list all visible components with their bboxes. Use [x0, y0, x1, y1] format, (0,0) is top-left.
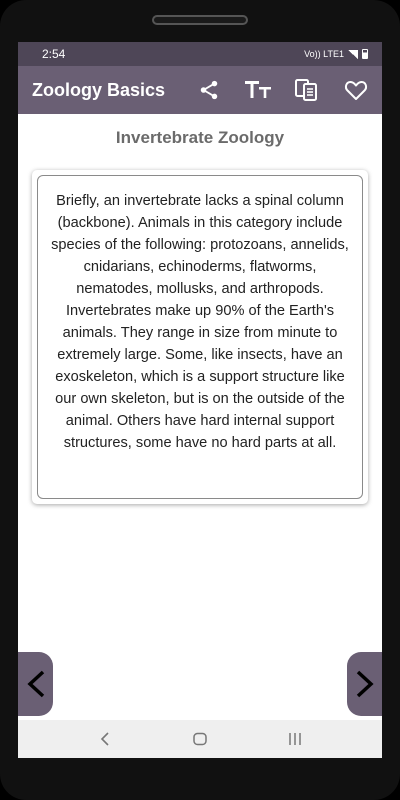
- status-bar: [18, 42, 382, 66]
- share-icon: [198, 79, 220, 101]
- screen: [18, 42, 382, 758]
- content-body: Briefly, an invertebrate lacks a spinal column (backbone). Animals in this category include species of the following: protozoans, annelids, cnidarians, echinoderms, flatworms, nematodes, mollusks, and arthropods. Invertebrates make up 90% of the Earth's animals. They range in size from minute to extremely large. Some, like insects, have an exoskeleton, which is a support structure like our own skeleton, but is on the outside of the animal. Others have hard internal support structures, some have no hard parts at all.: [51, 193, 349, 451]
- content-card: [32, 170, 368, 504]
- content-card-border: [37, 175, 363, 499]
- next-page-button[interactable]: [347, 652, 382, 716]
- app-actions: [190, 66, 382, 114]
- status-icons: [304, 49, 368, 59]
- system-home-button[interactable]: [185, 724, 215, 754]
- previous-page-button[interactable]: [18, 652, 53, 716]
- app-bar: [18, 66, 382, 114]
- network-label: Vo)) LTE1: [304, 49, 344, 59]
- share-button[interactable]: [190, 66, 227, 114]
- phone-speaker: [152, 15, 248, 25]
- text-size-button[interactable]: [239, 66, 276, 114]
- copy-button[interactable]: [288, 66, 325, 114]
- chevron-right-icon: [354, 669, 376, 699]
- chevron-left-icon: [25, 669, 47, 699]
- back-icon: [99, 731, 111, 747]
- favorite-button[interactable]: [337, 66, 374, 114]
- system-back-button[interactable]: [90, 724, 120, 754]
- system-navigation-bar: [18, 720, 382, 758]
- battery-icon: [362, 49, 368, 59]
- system-recents-button[interactable]: [280, 724, 310, 754]
- copy-icon: [294, 78, 320, 102]
- text-size-icon: [244, 79, 272, 101]
- signal-icon: [348, 50, 358, 59]
- home-icon: [192, 731, 208, 747]
- app-title: Zoology Basics: [32, 79, 166, 100]
- page-title: Invertebrate Zoology: [115, 128, 285, 147]
- heart-icon: [344, 79, 368, 101]
- recents-icon: [287, 731, 303, 747]
- status-time: 2:54: [42, 47, 66, 61]
